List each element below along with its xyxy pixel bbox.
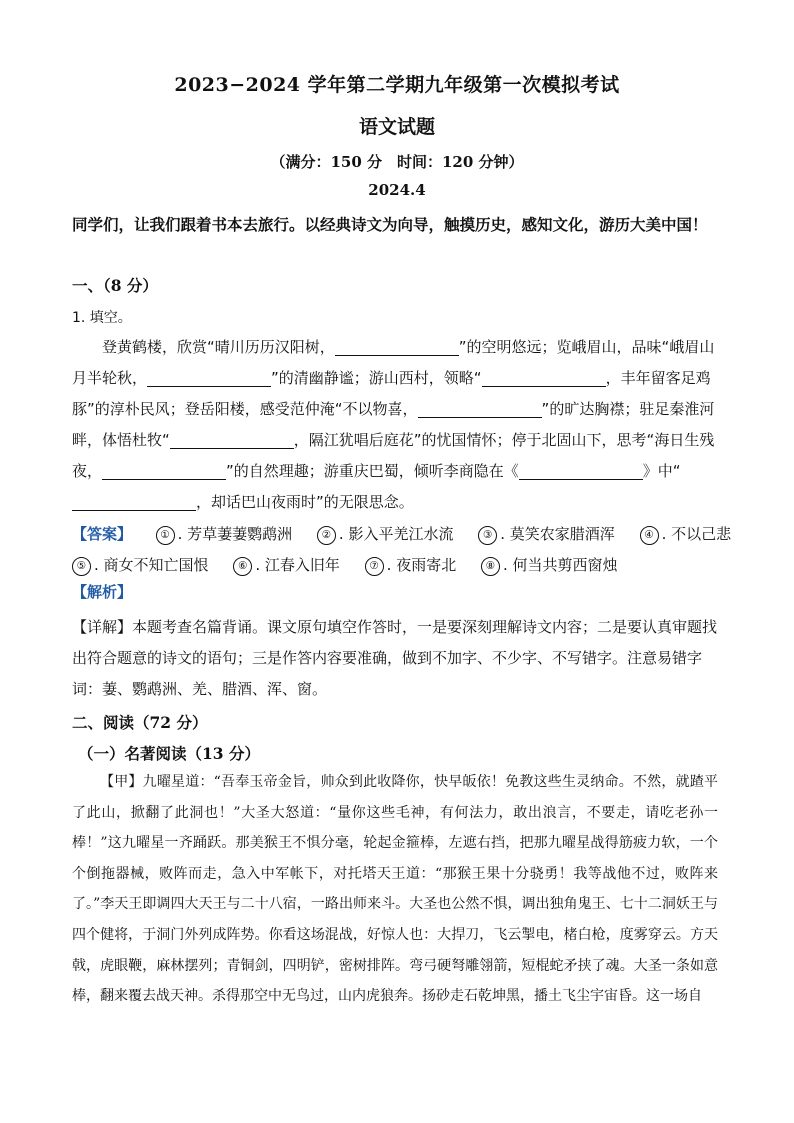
- blank-7[interactable]: [519, 461, 643, 480]
- fill-text: 》中“: [642, 462, 681, 480]
- answer-item: [233, 550, 340, 581]
- exam-date: 2024.4: [368, 181, 426, 199]
- answer-number: ①: [156, 526, 175, 545]
- answer-text: . 夜雨寄北: [386, 556, 457, 574]
- answer-item: [317, 519, 454, 550]
- blank-2[interactable]: [147, 368, 271, 387]
- answer-number: ⑤: [72, 557, 91, 576]
- answer-number: ④: [640, 526, 659, 545]
- answer-text: . 不以己悲: [661, 525, 732, 543]
- exam-title: 2023−2024 学年第二学期九年级第一次模拟考试: [174, 74, 620, 96]
- answer-item: [640, 519, 732, 550]
- fill-in-paragraph: [72, 332, 724, 518]
- fill-text: ”的空明悠远；览峨眉山，品味“峨眉山月半轮秋，: [72, 338, 715, 387]
- exam-meta: （满分：150 分 时间：120 分钟）: [270, 153, 524, 171]
- fill-text: ，却话巴山夜雨时”的无限思念。: [196, 493, 414, 511]
- answer-text: . 商女不知亡国恨: [94, 556, 209, 574]
- answer-number: ⑥: [233, 557, 252, 576]
- answer-text: . 江春入旧年: [255, 556, 340, 574]
- fill-text: ”的旷达胸襟；驻足秦淮河畔，体悟杜牧“: [72, 400, 715, 449]
- fill-text: ”的自然理趣；游重庆巴蜀，倾听李商隐在《: [226, 462, 519, 480]
- fill-text: 登黄鹤楼，欣赏“晴川历历汉阳树，: [102, 338, 335, 356]
- intro-text: 同学们，让我们跟着书本去旅行。以经典诗文为向导，触摸历史，感知文化，游历大美中国！: [72, 215, 708, 234]
- answer-number: ⑧: [481, 557, 500, 576]
- exam-subtitle: 语文试题: [358, 116, 435, 138]
- blank-3[interactable]: [482, 368, 606, 387]
- answer-item: [72, 550, 209, 581]
- answer-item: [478, 519, 615, 550]
- answer-text: . 影入平羌江水流: [338, 525, 454, 543]
- answer-text: . 芳草萋萋鹦鹉洲: [177, 525, 293, 543]
- answer-text: . 何当共剪西窗烛: [502, 556, 618, 574]
- blank-1[interactable]: [335, 337, 459, 356]
- blank-5[interactable]: [170, 430, 294, 449]
- blank-6[interactable]: [102, 461, 226, 480]
- section-1-heading: 一、（8 分）: [72, 276, 158, 295]
- detail-text: 【详解】本题考查名篇背诵。课文原句填空作答时，一是要深刻理解诗文内容；二是要认真审题找出符合题意的诗文的语句；三是作答内容要准确，做到不加字、不少字、不写错字。注意易错字词：萋、鹦鹉洲、羌、腊酒、浑、窗。: [72, 618, 718, 698]
- fill-text: ，隔江犹唱后庭花”的忧国情怀；停于北固山下，思考“海日生残夜，: [72, 431, 715, 480]
- answer-number: ③: [478, 526, 497, 545]
- section-2-heading: 二、阅读（72 分）: [72, 713, 208, 732]
- blank-8[interactable]: [72, 492, 196, 511]
- answer-item: [365, 550, 457, 581]
- answer-tag: 【答案】: [72, 525, 133, 543]
- answer-number: ②: [317, 526, 336, 545]
- answer-number: ⑦: [365, 557, 384, 576]
- answer-item: [481, 550, 618, 581]
- question-1-label: 1. 填空。: [72, 310, 132, 326]
- fill-text: ”的清幽静谧；游山西村，领略“: [271, 369, 482, 387]
- fill-text: ，丰年留客足鸡豚”的淳朴民风；登岳阳楼，感受范仲淹“不以物喜，: [72, 369, 711, 418]
- analysis-tag: 【解析】: [72, 583, 133, 601]
- blank-4[interactable]: [418, 399, 542, 418]
- answer-item: [156, 519, 293, 550]
- section-2-subheading: （一）名著阅读（13 分）: [78, 744, 260, 763]
- reading-passage: 【甲】九曜星道：“吾奉玉帝金旨，帅众到此收降你，快早皈依！免教这些生灵纳命。不然，就蹅平了此山，掀翻了此洞也！”大圣大怒道：“量你这些毛神，有何法力，敢出浪言，不要走，请吃老孙一棒！”这九曜星一齐踊跃。那美猴王不惧分毫，轮起金箍棒，左遮右挡，把那九曜星战得筋疲力软，一个个倒拖器械，败阵而走，急入中军帐下，对托塔天王道：“那猴王果十分骁勇！我等战他不过，败阵来了。”李天王即调四大天王与二十八宿，一路出师来斗。大圣也公然不惧，调出独角鬼王、七十二洞妖王与四个健将，于洞门外列成阵势。你看这场混战，好惊人也：大捍刀，飞云掣电，楮白枪，度雾穿云。方天戟，虎眼鞭，麻林摆列；青铜剑，四明铲，密树排阵。弯弓硬弩雕翎箭，短棍蛇矛挟了魂。大圣一条如意棒，翻来覆去战天神。杀得那空中无鸟过，山内虎狼奔。扬砂走石乾坤黑，播土飞尘宇宙昏。这一场自: [72, 774, 718, 1005]
- answer-text: . 莫笑农家腊酒浑: [500, 525, 615, 543]
- answer-block: [72, 519, 732, 581]
